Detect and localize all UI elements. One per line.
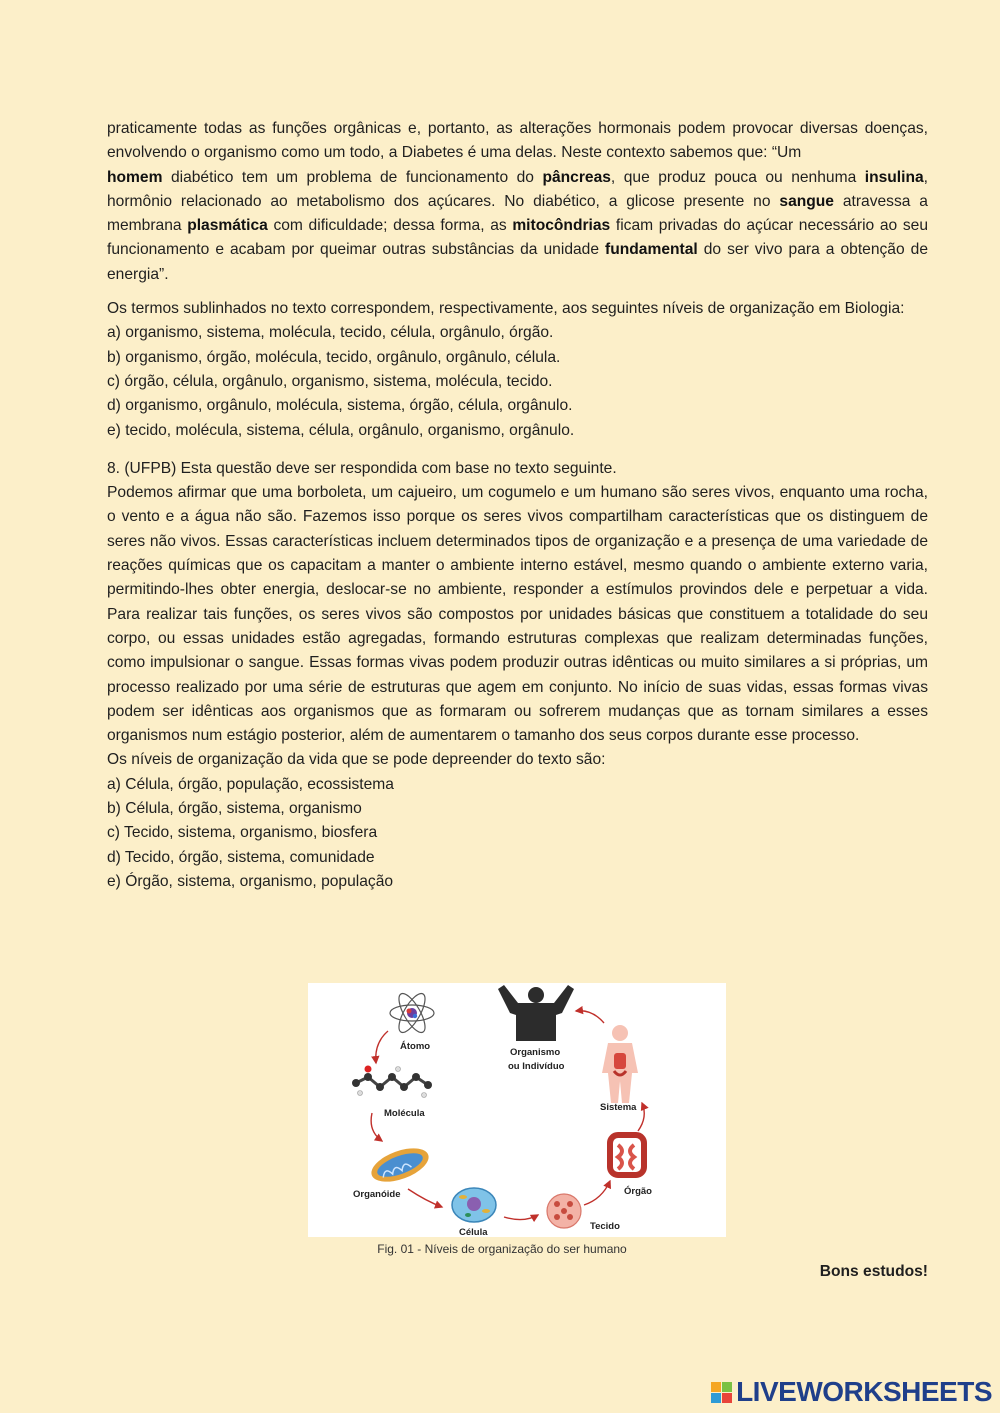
keyword-plasmatica: plasmática (187, 217, 268, 235)
logo-square-2 (722, 1382, 732, 1392)
question8-option-b: b) Célula, órgão, sistema, organismo (107, 800, 362, 818)
label-molecula: Molécula (384, 1108, 425, 1119)
organization-levels-figure (308, 983, 726, 1237)
label-tecido: Tecido (590, 1221, 620, 1232)
question7-option-a: a) organismo, sistema, molécula, tecido, célula, orgânulo, órgão. (107, 324, 554, 342)
label-organoide: Organóide (353, 1189, 401, 1200)
question8-option-a: a) Célula, órgão, população, ecossistema (107, 775, 394, 793)
atom-icon (390, 990, 434, 1036)
organism-icon (498, 985, 574, 1041)
tissue-icon (547, 1194, 581, 1228)
keyword-homem: homem (107, 168, 163, 186)
figure-caption: Fig. 01 - Níveis de organização do ser humano (377, 1242, 627, 1256)
question7-option-b: b) organismo, órgão, molécula, tecido, orgânulo, orgânulo, célula. (107, 348, 561, 366)
label-sistema: Sistema (600, 1102, 637, 1113)
label-organismo-1: Organismo (510, 1047, 561, 1058)
question8-option-c: c) Tecido, sistema, organismo, biosfera (107, 824, 378, 842)
keyword-insulina: insulina (864, 168, 924, 186)
label-orgao: Órgão (624, 1186, 652, 1197)
passage-paragraph: praticamente todas as funções orgânicas e, portanto, as alterações hormonais podem provocar diversas doenças, envolvendo o organismo como um todo, a Diabetes é uma delas. Neste contexto sabemos que: “Um homem diabético tem um problema de funcionamento do pâncreas, que produz pouca ou nenhuma insulina, hormônio relacionado ao metabolismo dos açúcares. No diabético, a glicose presente no sangue atravessa a membrana plasmática com dificuldade; dessa forma, as mitocôndrias ficam privadas do açúcar necessário ao seu funcionamento e acabam por queimar outras substâncias da unidade fundamental do ser vivo para a obtenção de energia”. (107, 120, 928, 283)
question8-text: Podemos afirmar que uma borboleta, um cajueiro, um cogumelo e um humano são seres vivos, enquanto uma rocha, o vento e a água não são. Fazemos isso porque os seres vivos compartilham características que os distinguem de seres não vivos. Essas características incluem determinados tipos de organização e a presença de uma variedade de reações químicas que os capacitam a manter o ambiente interno estável, mesmo quando o ambiente externo varia, permitindo-lhes obter energia, deslocar-se no ambiente, responder a estímulos provindos dele e perpetuar a vida. Para realizar tais funções, os seres vivos são compostos por unidades básicas que constituem a totalidade do seu corpo, ou essas unidades estão agregadas, formando estruturas complexas que realizam determinadas funções, como impulsionar o sangue. Essas formas vivas podem produzir outras idênticas ou muito similares a si próprias, um processo realizado por uma série de estruturas que agem em conjunto. No início de suas vidas, essas formas vivas podem ser idênticas aos organismos que as formaram ou sofrerem mudanças que as tornam similares a esses organismos num estágio posterior, além de aumentarem o tamanho dos seus corpos durante esse processo. (107, 484, 928, 745)
keyword-fundamental: fundamental (605, 241, 698, 259)
question7-option-d: d) organismo, orgânulo, molécula, sistema, órgão, célula, orgânulo. (107, 397, 573, 415)
organ-icon (610, 1135, 644, 1175)
closing-text: Bons estudos! (819, 1263, 928, 1280)
cell-icon (452, 1188, 496, 1222)
question8-option-d: d) Tecido, órgão, sistema, comunidade (107, 848, 375, 866)
label-celula: Célula (459, 1227, 488, 1237)
logo-square-1 (711, 1382, 721, 1392)
levels-diagram (308, 983, 726, 1237)
liveworksheets-brand[interactable] (711, 1376, 992, 1408)
brand-logo-icon (711, 1382, 732, 1403)
keyword-mitocondrias: mitocôndrias (512, 217, 611, 235)
question8-stem: Os níveis de organização da vida que se pode depreender do texto são: (107, 751, 606, 769)
organelle-icon (367, 1142, 433, 1189)
question7-option-e: e) tecido, molécula, sistema, célula, orgânulo, organismo, orgânulo. (107, 421, 575, 439)
brand-name: LIVEWORKSHEETS (736, 1376, 992, 1407)
keyword-sangue: sangue (779, 192, 834, 210)
question8-option-e: e) Órgão, sistema, organismo, população (107, 872, 394, 890)
label-atomo: Átomo (400, 1041, 431, 1052)
document-body (107, 117, 928, 894)
logo-square-4 (722, 1393, 732, 1403)
logo-square-3 (711, 1393, 721, 1403)
molecule-icon (352, 1066, 432, 1098)
system-icon (602, 1025, 638, 1103)
question8-header: 8. (UFPB) Esta questão deve ser respondida com base no texto seguinte. (107, 459, 617, 477)
question7-stem: Os termos sublinhados no texto correspondem, respectivamente, aos seguintes níveis de organização em Biologia: (107, 300, 905, 318)
label-organismo-2: ou Indivíduo (508, 1061, 565, 1072)
question7-option-c: c) órgão, célula, orgânulo, organismo, sistema, molécula, tecido. (107, 372, 553, 390)
keyword-pancreas: pâncreas (542, 168, 611, 186)
